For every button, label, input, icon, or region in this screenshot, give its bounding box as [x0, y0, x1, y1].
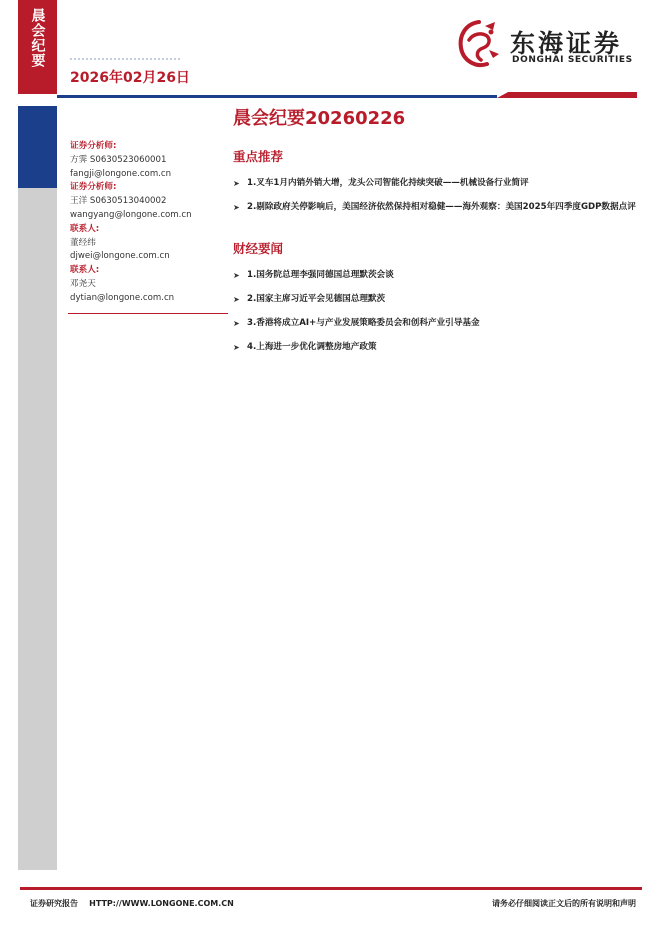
side-blue-bar — [18, 106, 57, 188]
list-item[interactable] — [233, 317, 643, 330]
contact-block — [70, 223, 228, 264]
analyst-email[interactable]: wangyang@longone.com.cn — [70, 209, 192, 220]
list-item-text: 3.香港将成立AI+与产业发展策略委员会和创科产业引导基金 — [247, 318, 480, 328]
dragon-logo-icon — [455, 18, 503, 70]
contact-email[interactable]: djwei@longone.com.cn — [70, 251, 170, 262]
analyst-block — [70, 140, 228, 181]
side-gray-bar — [18, 188, 57, 870]
header-rule-red — [497, 92, 637, 98]
contact-role: 联系人: — [70, 265, 100, 276]
list-item[interactable] — [233, 177, 643, 190]
analyst-info: 方霁 S0630523060001 — [70, 154, 167, 165]
analyst-role: 证券分析师: — [70, 182, 117, 193]
contact-name: 邓尧天 — [70, 278, 96, 289]
header-rule-blue — [57, 95, 497, 98]
list-item-text: 1.叉车1月内销外销大增，龙头公司智能化持续突破——机械设备行业简评 — [247, 178, 529, 188]
list-item-text: 4.上海进一步优化调整房地产政策 — [247, 342, 377, 352]
side-tab-label: 晨会纪要 — [29, 8, 46, 68]
page-title: 晨会纪要20260226 — [233, 108, 406, 129]
analyst-info: 王洋 S0630513040002 — [70, 196, 167, 207]
list-item[interactable] — [233, 201, 643, 214]
arrow-bullet-icon: ➤ — [233, 179, 240, 188]
arrow-bullet-icon: ➤ — [233, 203, 240, 212]
analyst-email[interactable]: fangji@longone.com.cn — [70, 168, 172, 179]
contact-block — [70, 264, 228, 305]
arrow-bullet-icon: ➤ — [233, 295, 240, 304]
footer-rule — [20, 887, 642, 890]
list-item-text: 2.剔除政府关停影响后，美国经济依然保持相对稳健——海外观察：美国2025年四季度GDP数据点评 — [247, 202, 636, 212]
section-heading-finance-news: 财经要闻 — [233, 241, 284, 256]
arrow-bullet-icon: ➤ — [233, 343, 240, 352]
analyst-block — [70, 181, 228, 222]
arrow-bullet-icon: ➤ — [233, 271, 240, 280]
footer-left-text[interactable]: 证券研究报告 HTTP://WWW.LONGONE.COM.CN — [30, 899, 234, 908]
logo-english-name: DONGHAI SECURITIES — [512, 55, 633, 65]
analyst-role: 证券分析师: — [70, 141, 117, 151]
list-item[interactable] — [233, 341, 643, 354]
report-date: 2026年02月26日 — [70, 70, 190, 86]
analyst-divider — [68, 313, 228, 314]
list-item[interactable] — [233, 293, 643, 306]
list-item[interactable] — [233, 269, 643, 282]
arrow-bullet-icon: ➤ — [233, 319, 240, 328]
contact-name: 董经纬 — [70, 237, 96, 248]
analyst-list — [70, 140, 228, 306]
contact-role: 联系人: — [70, 223, 100, 234]
contact-email[interactable]: dytian@longone.com.cn — [70, 292, 175, 303]
list-item-text: 2.国家主席习近平会见德国总理默茨 — [247, 294, 386, 304]
section-heading-key-picks: 重点推荐 — [233, 149, 284, 164]
side-tab — [18, 0, 57, 94]
footer-disclaimer: 请务必仔细阅读正文后的所有说明和声明 — [492, 899, 636, 908]
logo-chinese-name: 东海证券 — [510, 29, 623, 58]
list-item-text: 1.国务院总理李强同德国总理默茨会谈 — [247, 270, 394, 280]
